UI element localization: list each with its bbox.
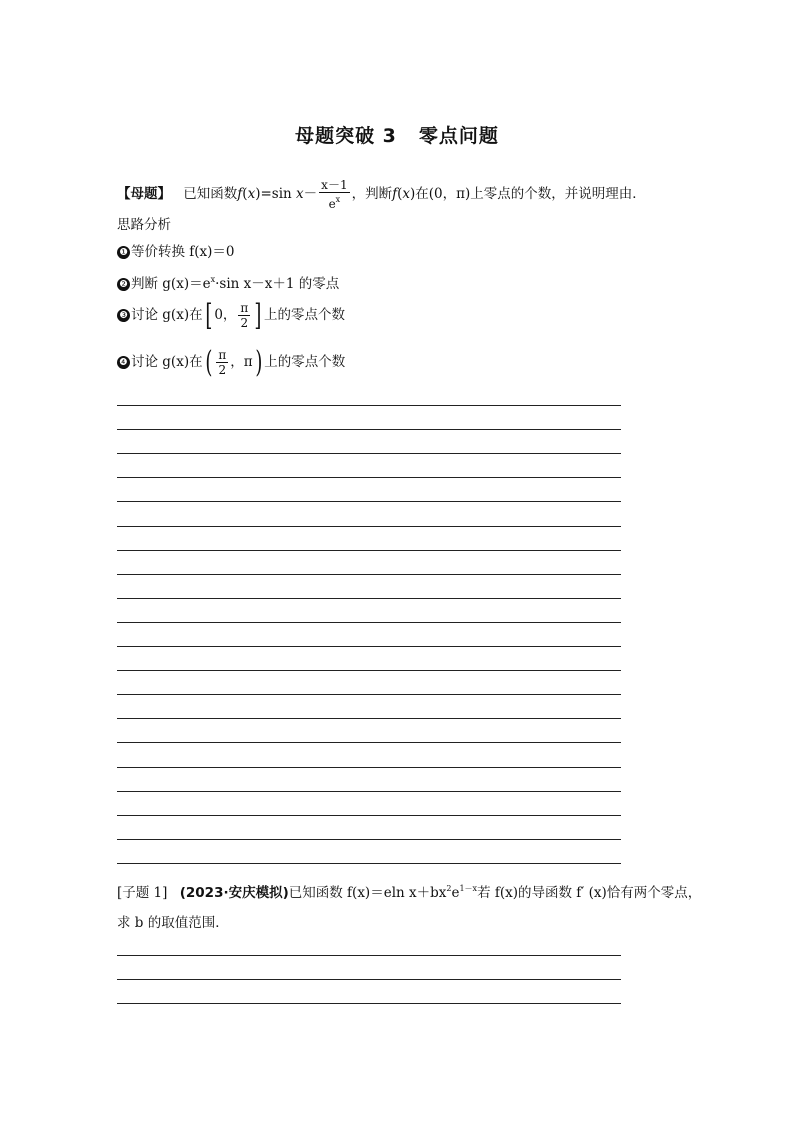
step-number-4: ❹ xyxy=(117,356,130,369)
answer-rule xyxy=(117,815,621,816)
page-title xyxy=(0,121,794,148)
answer-rule xyxy=(117,979,621,980)
answer-rule xyxy=(117,742,621,743)
answer-rule xyxy=(117,863,621,864)
step-1: ❶ 等价转换 f(x)＝0 xyxy=(117,243,235,261)
answer-rule xyxy=(117,839,621,840)
answer-rule xyxy=(117,670,621,671)
answer-rule xyxy=(117,526,621,527)
title-topic: 零点问题 xyxy=(418,125,499,147)
answer-rule xyxy=(117,767,621,768)
sub-problem-line-2: 求 b 的取值范围． xyxy=(117,915,229,931)
answer-rule xyxy=(117,477,621,478)
sub-problem-tag: [子题 1] xyxy=(117,885,168,901)
main-problem-tag: 【母题】 xyxy=(117,186,171,202)
title-number: 母题突破 3 xyxy=(295,125,397,147)
answer-rule xyxy=(117,550,621,551)
answer-rule xyxy=(117,598,621,599)
step-number-2: ❷ xyxy=(117,278,130,291)
step-4: ❹ 讨论 g(x)在( $\frac{\pi}{2}$ ，π) 上的零点个数 xyxy=(117,344,345,380)
answer-rule xyxy=(117,694,621,695)
answer-rule xyxy=(117,574,621,575)
answer-rule xyxy=(117,501,621,502)
answer-rule xyxy=(117,718,621,719)
step-number-1: ❶ xyxy=(117,246,130,259)
answer-rule xyxy=(117,453,621,454)
answer-rule xyxy=(117,429,621,430)
main-problem-fraction: $\frac{x-1}{e^x}$ xyxy=(321,178,348,211)
analysis-title: 思路分析 xyxy=(117,217,171,233)
answer-rule xyxy=(117,955,621,956)
answer-rule xyxy=(117,646,621,647)
step-2: ❷ 判断 $g(x)=e^x\cdot\sin$ x－x＋1 的零点 xyxy=(117,271,339,293)
step-3: ❸ 讨论 g(x)在[ 0， $\frac{\pi}{2}$ ] 上的零点个数 xyxy=(117,297,345,333)
sub-problem-source: (2023·安庆模拟) xyxy=(179,885,289,901)
step-number-3: ❸ xyxy=(117,309,130,322)
sub-problem-line-1: [子题 1] (2023·安庆模拟)已知函数 f(x)＝eln $x+bx^2e^{1-x}$若 f(x)的导函数 f′ (x)恰有两个零点， xyxy=(117,884,702,901)
main-problem: 【母题】 已知函数f(x)=sin x－ $\frac{x-1}{e^x}$ ，判断f(x)在(0，π)上零点的个数，并说明理由． xyxy=(117,178,646,211)
answer-rule xyxy=(117,622,621,623)
answer-rule xyxy=(117,791,621,792)
answer-rule xyxy=(117,405,621,406)
answer-rule xyxy=(117,1003,621,1004)
